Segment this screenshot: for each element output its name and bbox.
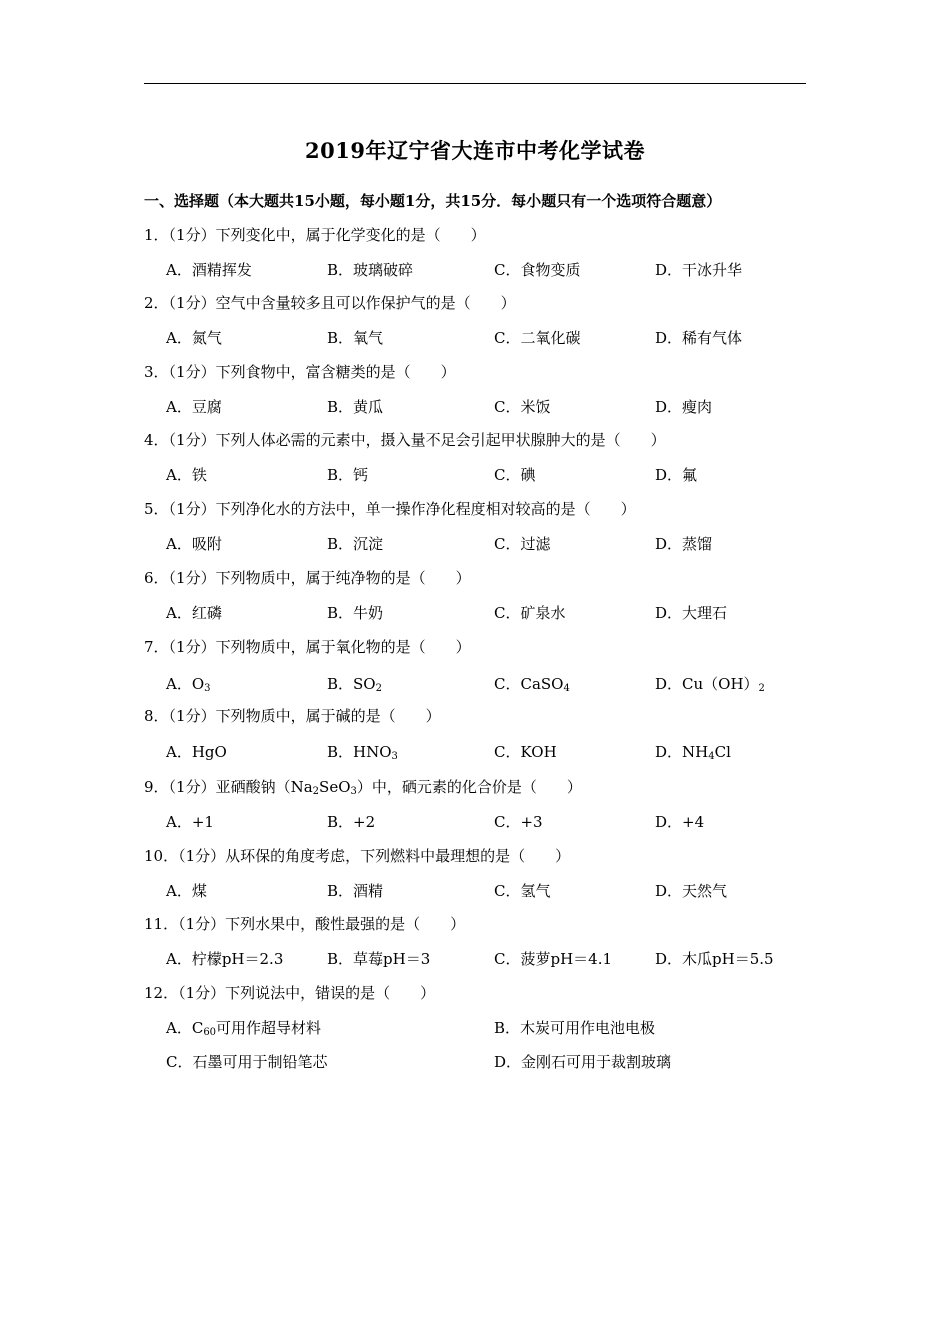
option-d: D．金刚石可用于裁割玻璃 [494, 1053, 672, 1071]
options [166, 948, 806, 968]
header-rule [144, 83, 806, 84]
option-b: B．木炭可用作电池电极 [494, 1019, 656, 1037]
option-d: D．瘦肉 [655, 398, 713, 416]
option-a: A．红磷 [166, 604, 222, 622]
option-b: B．$SO_2$ [327, 675, 382, 694]
options [166, 811, 806, 831]
question-stem: 9．（1分）亚硒酸钠$(Na_2SeO_3)$中，硒元素的化合价是（ ） [144, 778, 582, 797]
option-d: D．木瓜pH＝5.5 [655, 950, 774, 968]
option-d: D．氟 [655, 466, 698, 484]
option-a: A．$C_{60}$可用作超导材料 [166, 1019, 322, 1038]
option-c: C．KOH [494, 743, 557, 761]
option-b: B．酒精 [327, 882, 384, 900]
option-c: C．二氧化碳 [494, 329, 581, 347]
option-a: A．煤 [166, 882, 207, 900]
question-stem: 12．（1分）下列说法中，错误的是（ ） [144, 984, 436, 1002]
option-c: C．氢气 [494, 882, 551, 900]
option-b: B．$HNO_3$ [327, 743, 398, 762]
question-stem: 1．（1分）下列变化中，属于化学变化的是（ ） [144, 226, 486, 244]
option-a: A．豆腐 [166, 398, 222, 416]
option-b: B．玻璃破碎 [327, 261, 414, 279]
option-b: B．草莓pH＝3 [327, 950, 431, 968]
option-c: C．矿泉水 [494, 604, 566, 622]
options [166, 1017, 806, 1037]
question-stem: 8．（1分）下列物质中，属于碱的是（ ） [144, 707, 441, 725]
options [166, 327, 806, 347]
option-d: D．+4 [655, 813, 705, 831]
option-c: C．CaSO$_4$ [494, 675, 570, 694]
options [166, 533, 806, 553]
question-stem: 2．（1分）空气中含量较多且可以作保护气的是（ ） [144, 294, 516, 312]
option-a: A．+1 [166, 813, 214, 831]
question-stem: 5．（1分）下列净化水的方法中，单一操作净化程度相对较高的是（ ） [144, 500, 636, 518]
option-d: D．大理石 [655, 604, 728, 622]
page-title: 2019年辽宁省大连市中考化学试卷 [305, 138, 645, 163]
question-stem: 10．（1分）从环保的角度考虑，下列燃料中最理想的是（ ） [144, 847, 571, 865]
option-d: D．蒸馏 [655, 535, 713, 553]
option-c: C．+3 [494, 813, 543, 831]
option-b: B．氧气 [327, 329, 384, 347]
options [166, 396, 806, 416]
options [166, 602, 806, 622]
option-d: D．稀有气体 [655, 329, 743, 347]
option-d: D．天然气 [655, 882, 728, 900]
option-c: C．过滤 [494, 535, 551, 553]
options [166, 880, 806, 900]
option-b: B．+2 [327, 813, 376, 831]
option-a: A．$O_3$ [166, 675, 211, 694]
option-b: B．钙 [327, 466, 369, 484]
options [166, 673, 806, 693]
option-b: B．沉淀 [327, 535, 384, 553]
option-c: C．碘 [494, 466, 536, 484]
option-c: C．石墨可用于制铅笔芯 [166, 1053, 328, 1071]
question-stem: 7．（1分）下列物质中，属于氧化物的是（ ） [144, 638, 471, 656]
option-a: A．氮气 [166, 329, 222, 347]
options [166, 741, 806, 761]
option-b: B．牛奶 [327, 604, 384, 622]
option-a: A．柠檬pH＝2.3 [166, 950, 284, 968]
option-d: D．干冰升华 [655, 261, 743, 279]
options [166, 464, 806, 484]
option-c: C．米饭 [494, 398, 551, 416]
option-b: B．黄瓜 [327, 398, 384, 416]
question-stem: 3．（1分）下列食物中，富含糖类的是（ ） [144, 363, 456, 381]
question-stem: 4．（1分）下列人体必需的元素中，摄入量不足会引起甲状腺肿大的是（ ） [144, 431, 666, 449]
option-d: D．$Cu(OH)_2$ [655, 675, 765, 694]
option-c: C．菠萝pH＝4.1 [494, 950, 613, 968]
options-row-2 [166, 1051, 806, 1071]
option-a: A．HgO [166, 743, 227, 761]
section-heading: 一、选择题（本大题共15小题，每小题1分，共15分．每小题只有一个选项符合题意） [144, 192, 722, 210]
option-a: A．酒精挥发 [166, 261, 252, 279]
question-stem: 11．（1分）下列水果中，酸性最强的是（ ） [144, 915, 466, 933]
option-a: A．铁 [166, 466, 207, 484]
option-a: A．吸附 [166, 535, 222, 553]
option-c: C．食物变质 [494, 261, 581, 279]
options [166, 259, 806, 279]
option-d: D．$NH_4Cl$ [655, 743, 731, 762]
question-stem: 6．（1分）下列物质中，属于纯净物的是（ ） [144, 569, 471, 587]
